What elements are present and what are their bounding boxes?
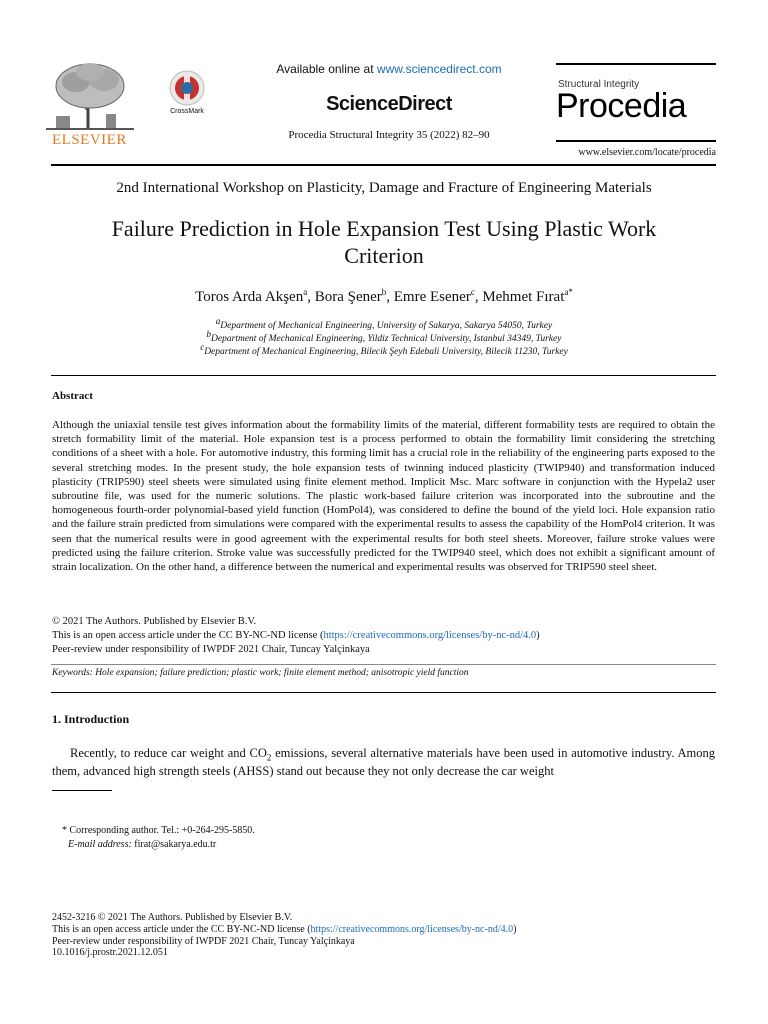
elsevier-wordmark: ELSEVIER: [52, 132, 127, 148]
license-link[interactable]: https://creativecommons.org/licenses/by-nc-nd/4.0: [310, 923, 514, 935]
paper-title: Failure Prediction in Hole Expansion Test Using Plastic Work Criterion: [111, 216, 657, 268]
author: Mehmet Fırat$^{a*}$: [482, 287, 573, 305]
procedia-subtitle: Structural Integrity: [558, 79, 640, 90]
procedia-title: Procedia: [556, 87, 687, 125]
footnote-rule: [52, 790, 112, 791]
abstract-heading: Abstract: [52, 390, 93, 402]
license-line: This is an open access article under the CC BY-NC-ND license (https://creativecommons.org/licenses/by-nc-nd/4.0): [52, 923, 517, 935]
license-line: This is an open access article under the CC BY-NC-ND license (https://creativecommons.org/licenses/by-nc-nd/4.0): [52, 630, 540, 641]
sciencedirect-wordmark: ScienceDirect: [326, 93, 452, 115]
copyright-block: © 2021 The Authors. Published by Elsevier B.V. This is an open access article under the CC BY-NC-ND license (https://creativecommons.org/licenses/by-nc-nd/4.0) Peer-review under responsibility of IWPDF 2021 Chair, Tuncay Yalçinkaya: [52, 615, 715, 657]
keywords: Keywords: Hole expansion; failure prediction; plastic work; finite element method; anisotropic yield function: [52, 668, 469, 678]
affiliations: [0, 315, 768, 359]
affiliation: $^c$Department of Mechanical Engineering, Bilecik Şeyh Edebali University, Bilecik 11230, Turkey: [200, 341, 568, 357]
publication-info: 2452-3216 © 2021 The Authors. Published by Elsevier B.V. This is an open access article under the CC BY-NC-ND license (https://creativecommons.org/licenses/by-nc-nd/4.0) Peer-review under responsibility of IWPDF 2021 Chair, Tuncay Yalçinkaya 10.1016/j.prostr.2021.12.051: [52, 912, 517, 959]
crossmark-label: CrossMark: [170, 108, 204, 115]
header-divider: [51, 164, 716, 166]
author: Emre Esener$^c$: [393, 287, 475, 305]
license-link[interactable]: https://creativecommons.org/licenses/by-nc-nd/4.0: [323, 630, 537, 641]
abstract-top-rule: [51, 375, 716, 376]
procedia-logo: [556, 63, 716, 143]
doi[interactable]: 10.1016/j.prostr.2021.12.051: [52, 947, 168, 959]
affiliation: $^b$Department of Mechanical Engineering, Yildiz Technical University, Istanbul 34349, Turkey: [206, 328, 562, 344]
footnote: * Corresponding author. Tel.: +0-264-295-5850. E-mail address: firat@sakarya.edu.tr: [62, 825, 255, 850]
author-list: Toros Arda Akşen$^a$, Bora Şener$^b$, Emre Esener$^c$, Mehmet Fırat$^{a*}$: [195, 287, 573, 305]
author: Toros Arda Akşen$^a$: [195, 287, 308, 305]
keywords-rule: [51, 664, 716, 665]
available-online: Available online at www.sciencedirect.com: [276, 62, 502, 76]
intro-top-rule: [51, 692, 716, 693]
abstract-body: Although the uniaxial tensile test gives information about the formability limits of the material, different formability tests are required to obtain the stretch formability limit of the material. Hole expansion test is a process performed to obtain the formability limit considering the stretching conditions of a sheet with a hole. For automotive industry, this forming limit has a crucial role in the reliability of the engineering parts exposed to the several stretching modes. In the present study, the hole expansion tests of twinning induced plasticity (TWIP940) and transformation induced plasticity (TRIP590) steel sheets were simulated using finite element method. Implicit Msc. Marc software in conjunction with the Hypela2 user subroutine file, was used for the numeric solutions. The plastic work-based failure criterion was incorporated into the subroutine and the homogeneous fourth-order polynomial-based yield function (HomPol4), was considered to define the bound of the yield loci. Hole expansion ratio and the failure strain predicted from simulations were compared with the experimental results to assess the capability of the HomPol4 criterion. It was seen that the numerical results were in good agreement with the experimental results for both steel sheets. Moreover, failure stroke values were predicted using the failure criterion. Stroke value was successfully predicted for the TWIP940 steel, which does not exhibit a significant amount of strain localization. On the other hand, a difference between the numerical and experimental results was observed for TRIP590 steel sheet.: [52, 419, 715, 574]
sciencedirect-link[interactable]: www.sciencedirect.com: [376, 62, 502, 76]
affiliation: $^a$Department of Mechanical Engineering, University of Sakarya, Sakarya 54050, Turkey: [215, 315, 553, 331]
author: Bora Şener$^b$: [314, 287, 387, 305]
corresponding-email[interactable]: firat@sakarya.edu.tr: [131, 839, 217, 850]
procedia-url[interactable]: www.elsevier.com/locate/procedia: [578, 147, 716, 158]
introduction-paragraph: Recently, to reduce car weight and $CO_2$ emissions, several alternative materials have been used in automotive industry. Among them, advanced high strength steels (AHSS) stand out because they not only decrease the car weight: [52, 746, 715, 778]
section-heading-introduction: 1. Introduction: [52, 712, 130, 726]
journal-reference: Procedia Structural Integrity 35 (2022) 82–90: [288, 129, 490, 141]
workshop-title: 2nd International Workshop on Plasticity, Damage and Fracture of Engineering Materials: [116, 180, 652, 196]
